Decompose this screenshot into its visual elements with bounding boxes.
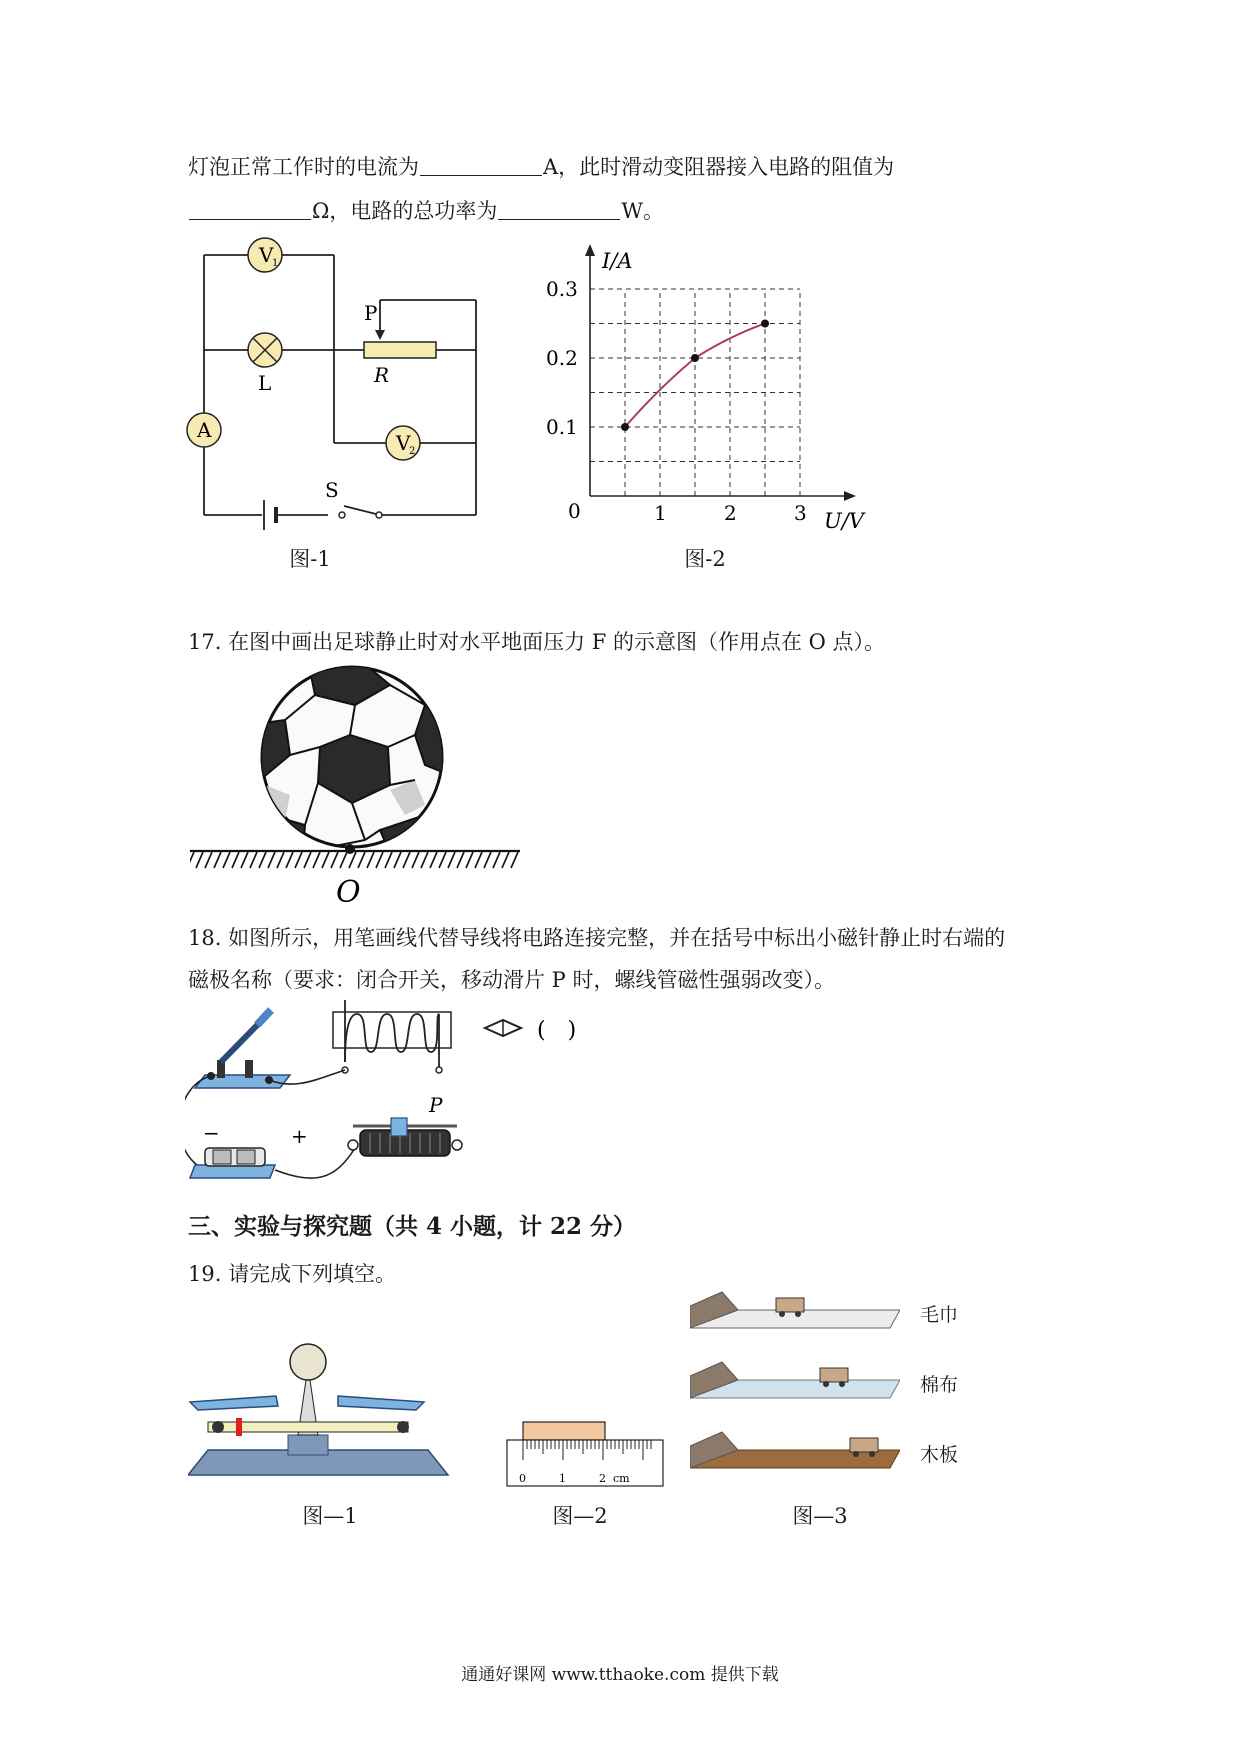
q16-line2: Ω，电路的总功率为 W。 [188, 195, 664, 225]
measured-block [523, 1422, 605, 1440]
x-tick-label: 3 [794, 501, 807, 525]
y-tick-label: 0.1 [546, 415, 578, 439]
svg-text:0: 0 [519, 1472, 526, 1485]
y-tick-label: 0.2 [546, 346, 578, 370]
surface-label-wood: 木板 [920, 1444, 959, 1466]
ground-hatching [190, 852, 518, 868]
iu-graph [540, 240, 870, 540]
point-o-marker [345, 844, 355, 854]
svg-text:cm: cm [613, 1472, 630, 1485]
right-pan-icon [338, 1396, 424, 1410]
x-axis-arrow-icon [844, 491, 856, 501]
ramp-figure [690, 1290, 900, 1490]
svg-text:1: 1 [559, 1472, 566, 1485]
answer-blank-resistance[interactable] [189, 199, 311, 220]
cart-icon [850, 1438, 878, 1452]
slider-label: P [364, 301, 378, 325]
rheostat-slider-label: P [429, 1093, 443, 1117]
circuit-diagram [180, 230, 500, 530]
lamp-label: L [258, 371, 272, 395]
fig2-caption: 图-2 [684, 547, 726, 571]
page-footer: 通通好课网 www.tthaoke.com 提供下载 [461, 1665, 779, 1685]
fig19-2-caption: 图—2 [552, 1504, 608, 1528]
battery-box-icon [190, 1165, 275, 1178]
pole-answer-bracket[interactable]: ( ) [537, 1018, 577, 1043]
fig19-3-caption: 图—3 [792, 1504, 848, 1528]
point-o-label: O [336, 875, 361, 910]
section-3-heading: 三、实验与探究题（共 4 小题，计 22 分） [188, 1213, 637, 1240]
fig19-1-caption: 图—1 [302, 1504, 358, 1528]
y-axis-arrow-icon [585, 244, 595, 256]
balance-figure [188, 1340, 463, 1480]
y-tick-label: 0.3 [546, 277, 578, 301]
origin-label: 0 [568, 499, 581, 523]
resistor-icon [364, 342, 436, 358]
data-point [761, 320, 769, 328]
ruler-icon [507, 1440, 663, 1486]
cart-icon [776, 1298, 804, 1312]
x-axis-label: U/V [824, 509, 864, 533]
surface-label-cotton: 棉布 [920, 1374, 959, 1396]
cart-icon [820, 1368, 848, 1382]
football-figure [190, 665, 530, 915]
switch-icon [376, 512, 382, 518]
ruler-figure [505, 1420, 665, 1490]
surface-label-towel: 毛巾 [920, 1304, 959, 1326]
fig1-caption: 图-1 [289, 547, 331, 571]
q17-text: 17. 在图中画出足球静止时对水平地面压力 F 的示意图（作用点在 O 点）。 [188, 630, 886, 654]
resistor-label: R [374, 363, 390, 387]
electromagnet-circuit [185, 1000, 645, 1200]
v1-subscript: 1 [272, 258, 279, 269]
q16-line1: 灯泡正常工作时的电流为 A，此时滑动变阻器接入电路的阻值为 [188, 155, 895, 179]
v2-subscript: 2 [409, 446, 416, 457]
q19-text: 19. 请完成下列填空。 [188, 1262, 397, 1286]
balance-dial-icon [290, 1344, 326, 1380]
switch-label: S [325, 478, 339, 502]
slider-arrow-icon [375, 330, 385, 340]
answer-blank-power[interactable] [498, 199, 620, 220]
answer-blank-current[interactable] [420, 155, 542, 176]
v1-label: V [259, 243, 274, 267]
data-point [621, 423, 629, 431]
q18-line1: 18. 如图所示，用笔画线代替导线将电路连接完整，并在括号中标出小磁针静止时右端的 [188, 926, 1006, 950]
svg-text:2: 2 [599, 1472, 606, 1485]
data-point [691, 354, 699, 362]
battery-minus-label: − [203, 1121, 220, 1145]
y-axis-label: I/A [602, 249, 633, 273]
v2-label: V [396, 431, 411, 455]
left-pan-icon [190, 1396, 278, 1410]
battery-plus-label: + [291, 1124, 308, 1148]
ammeter-label: A [197, 418, 212, 442]
x-tick-label: 1 [654, 501, 667, 525]
x-tick-label: 2 [724, 501, 737, 525]
q18-line2: 磁极名称（要求：闭合开关，移动滑片 P 时，螺线管磁性强弱改变）。 [188, 968, 835, 992]
